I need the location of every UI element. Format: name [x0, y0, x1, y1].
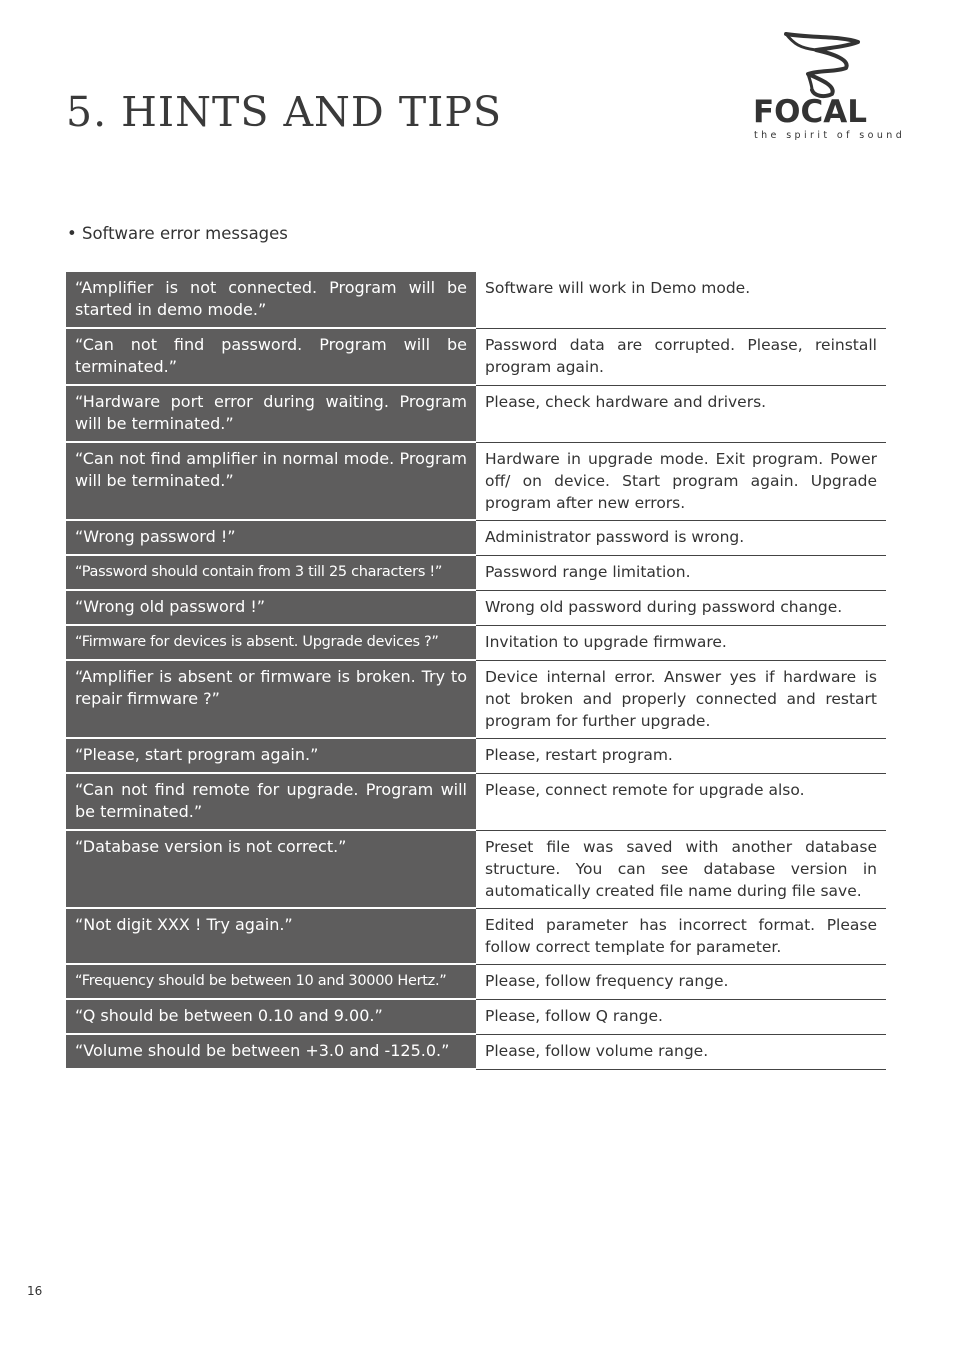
error-description-cell: Hardware in upgrade mode. Exit program. Power off/ on device. Start program again. Upgrade program after new errors. — [476, 443, 886, 521]
page-number: 16 — [27, 1284, 43, 1298]
table-row — [66, 831, 886, 909]
error-message-cell: “Wrong password !” — [66, 521, 476, 556]
error-description-cell: Wrong old password during password change. — [476, 591, 886, 626]
error-messages-table — [66, 272, 886, 1070]
error-message-cell: “Can not find password. Program will be terminated.” — [66, 329, 476, 386]
table-row — [66, 521, 886, 556]
table-row — [66, 965, 886, 1000]
error-message-cell: “Amplifier is not connected. Program will be started in demo mode.” — [66, 272, 476, 329]
error-description-cell: Preset file was saved with another database structure. You can see database version in automatically created file name during file save. — [476, 831, 886, 909]
error-description-cell: Please, check hardware and drivers. — [476, 386, 886, 443]
table-row — [66, 443, 886, 521]
table-row — [66, 556, 886, 591]
error-description-cell: Please, restart program. — [476, 739, 886, 774]
error-message-cell: “Amplifier is absent or firmware is broken. Try to repair firmware ?” — [66, 661, 476, 739]
error-description-cell: Please, follow volume range. — [476, 1035, 886, 1070]
error-description-cell: Password data are corrupted. Please, reinstall program again. — [476, 329, 886, 386]
error-message-cell: “Volume should be between +3.0 and -125.0.” — [66, 1035, 476, 1070]
error-description-cell: Device internal error. Answer yes if hardware is not broken and properly connected and restart program for further upgrade. — [476, 661, 886, 739]
error-message-cell: “Can not find amplifier in normal mode. Program will be terminated.” — [66, 443, 476, 521]
error-message-cell: “Hardware port error during waiting. Program will be terminated.” — [66, 386, 476, 443]
error-description-cell: Edited parameter has incorrect format. Please follow correct template for parameter. — [476, 909, 886, 965]
section-heading: • Software error messages — [67, 224, 288, 243]
page-title: 5. HINTS AND TIPS — [66, 88, 503, 136]
error-description-cell: Please, follow frequency range. — [476, 965, 886, 1000]
error-message-cell: “Frequency should be between 10 and 30000 Hertz.” — [66, 965, 476, 1000]
table-row — [66, 739, 886, 774]
error-message-cell: “Firmware for devices is absent. Upgrade devices ?” — [66, 626, 476, 661]
error-message-cell: “Password should contain from 3 till 25 characters !” — [66, 556, 476, 591]
error-message-cell: “Not digit XXX ! Try again.” — [66, 909, 476, 965]
table-row — [66, 1035, 886, 1070]
error-description-cell: Please, connect remote for upgrade also. — [476, 774, 886, 831]
table-row — [66, 1000, 886, 1035]
error-description-cell: Administrator password is wrong. — [476, 521, 886, 556]
table-row — [66, 661, 886, 739]
table-row — [66, 909, 886, 965]
table-row — [66, 272, 886, 329]
error-message-cell: “Please, start program again.” — [66, 739, 476, 774]
error-description-cell: Software will work in Demo mode. — [476, 272, 886, 329]
error-description-cell: Please, follow Q range. — [476, 1000, 886, 1035]
error-description-cell: Invitation to upgrade firmware. — [476, 626, 886, 661]
error-message-cell: “Database version is not correct.” — [66, 831, 476, 909]
error-description-cell: Password range limitation. — [476, 556, 886, 591]
error-message-cell: “Can not find remote for upgrade. Program will be terminated.” — [66, 774, 476, 831]
table-row — [66, 774, 886, 831]
table-row — [66, 386, 886, 443]
table-row — [66, 329, 886, 386]
error-message-cell: “Q should be between 0.10 and 9.00.” — [66, 1000, 476, 1035]
logo-tagline: the spirit of sound — [754, 130, 906, 141]
error-message-cell: “Wrong old password !” — [66, 591, 476, 626]
table-row — [66, 591, 886, 626]
table-row — [66, 626, 886, 661]
logo-wordmark: FOCAL — [753, 94, 868, 130]
